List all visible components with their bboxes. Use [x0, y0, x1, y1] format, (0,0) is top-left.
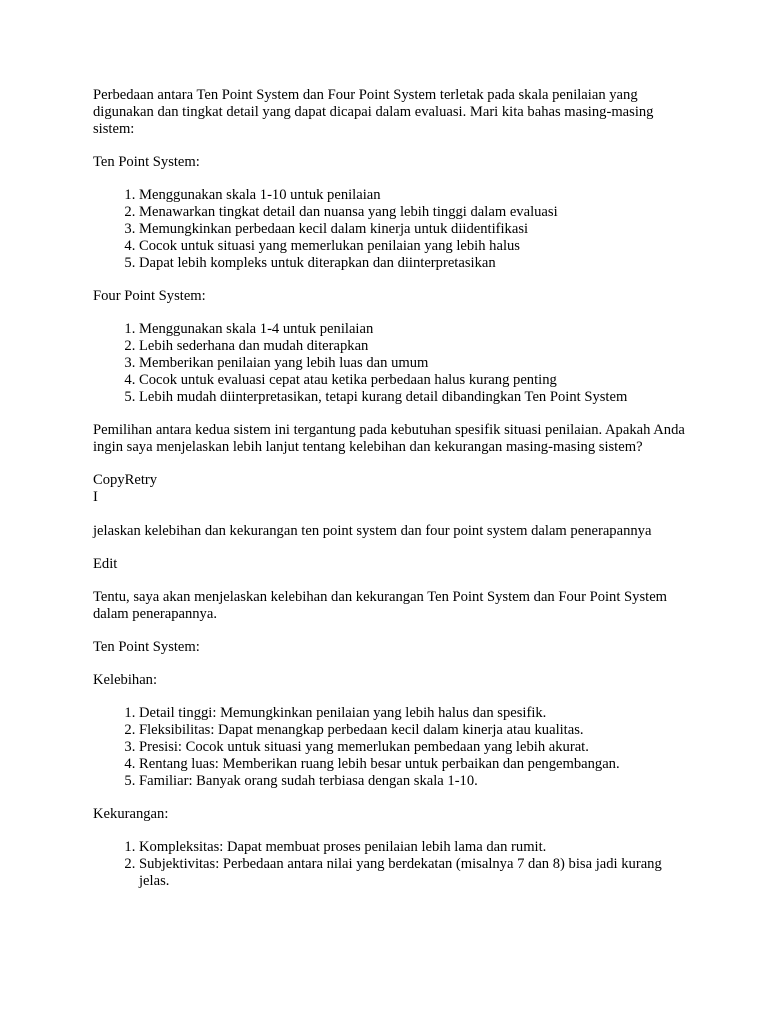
list-item: 5. Familiar: Banyak orang sudah terbiasa dengan skala 1-10.	[139, 773, 693, 790]
ten-point-heading: Ten Point System:	[93, 154, 200, 170]
list-item: 1. Menggunakan skala 1-4 untuk penilaian	[139, 321, 693, 338]
list-item: 3. Presisi: Cocok untuk situasi yang memerlukan pembedaan yang lebih akurat.	[139, 739, 693, 756]
kelebihan-heading: Kelebihan:	[93, 672, 158, 688]
list-item: 5. Dapat lebih kompleks untuk diterapkan dan diinterpretasikan	[139, 255, 693, 272]
four-point-heading: Four Point System:	[93, 288, 206, 304]
list-item: 2. Subjektivitas: Perbedaan antara nilai yang berdekatan (misalnya 7 dan 8) bisa jadi kurang jelas.	[139, 856, 693, 890]
kekurangan-list	[93, 839, 693, 890]
list-item: 5. Lebih mudah diinterpretasikan, tetapi kurang detail dibandingkan Ten Point System	[139, 389, 693, 406]
list-item: 3. Memungkinkan perbedaan kecil dalam kinerja untuk diidentifikasi	[139, 221, 693, 238]
edit-text: Edit	[93, 556, 118, 572]
list-item: 4. Cocok untuk evaluasi cepat atau ketika perbedaan halus kurang penting	[139, 372, 693, 389]
list-item: 1. Detail tinggi: Memungkinkan penilaian yang lebih halus dan spesifik.	[139, 705, 693, 722]
section-heading: Ten Point System:	[93, 639, 200, 655]
list-item: 4. Rentang luas: Memberikan ruang lebih besar untuk perbaikan dan pengembangan.	[139, 756, 693, 773]
list-item: 2. Fleksibilitas: Dapat menangkap perbedaan kecil dalam kinerja atau kualitas.	[139, 722, 693, 739]
kelebihan-list	[93, 705, 693, 790]
list-item: 3. Memberikan penilaian yang lebih luas dan umum	[139, 355, 693, 372]
list-item: 2. Lebih sederhana dan mudah diterapkan	[139, 338, 693, 355]
list-item: 1. Menggunakan skala 1-10 untuk penilaian	[139, 187, 693, 204]
user-initial: I	[93, 489, 98, 505]
user-question: jelaskan kelebihan dan kekurangan ten point system dan four point system dalam penerapannya	[93, 523, 652, 539]
list-item: 4. Cocok untuk situasi yang memerlukan penilaian yang lebih halus	[139, 238, 693, 255]
ten-point-list	[93, 187, 693, 272]
list-item: 2. Menawarkan tingkat detail dan nuansa yang lebih tinggi dalam evaluasi	[139, 204, 693, 221]
copy-retry-text: CopyRetry	[93, 472, 158, 488]
document-body	[93, 87, 693, 906]
intro-paragraph: Perbedaan antara Ten Point System dan Four Point System terletak pada skala penilaian yang digunakan dan tingkat detail yang dapat dicapai dalam evaluasi. Mari kita bahas masing-masing sistem:	[93, 87, 654, 137]
four-point-list	[93, 321, 693, 406]
list-item: 1. Kompleksitas: Dapat membuat proses penilaian lebih lama dan rumit.	[139, 839, 693, 856]
closing-paragraph: Pemilihan antara kedua sistem ini tergantung pada kebutuhan spesifik situasi penilaian. Apakah Anda ingin saya menjelaskan lebih lanjut tentang kelebihan dan kekurangan masing-masing sistem?	[93, 422, 685, 455]
answer-intro: Tentu, saya akan menjelaskan kelebihan dan kekurangan Ten Point System dan Four Point System dalam penerapannya.	[93, 589, 668, 622]
kekurangan-heading: Kekurangan:	[93, 806, 169, 822]
